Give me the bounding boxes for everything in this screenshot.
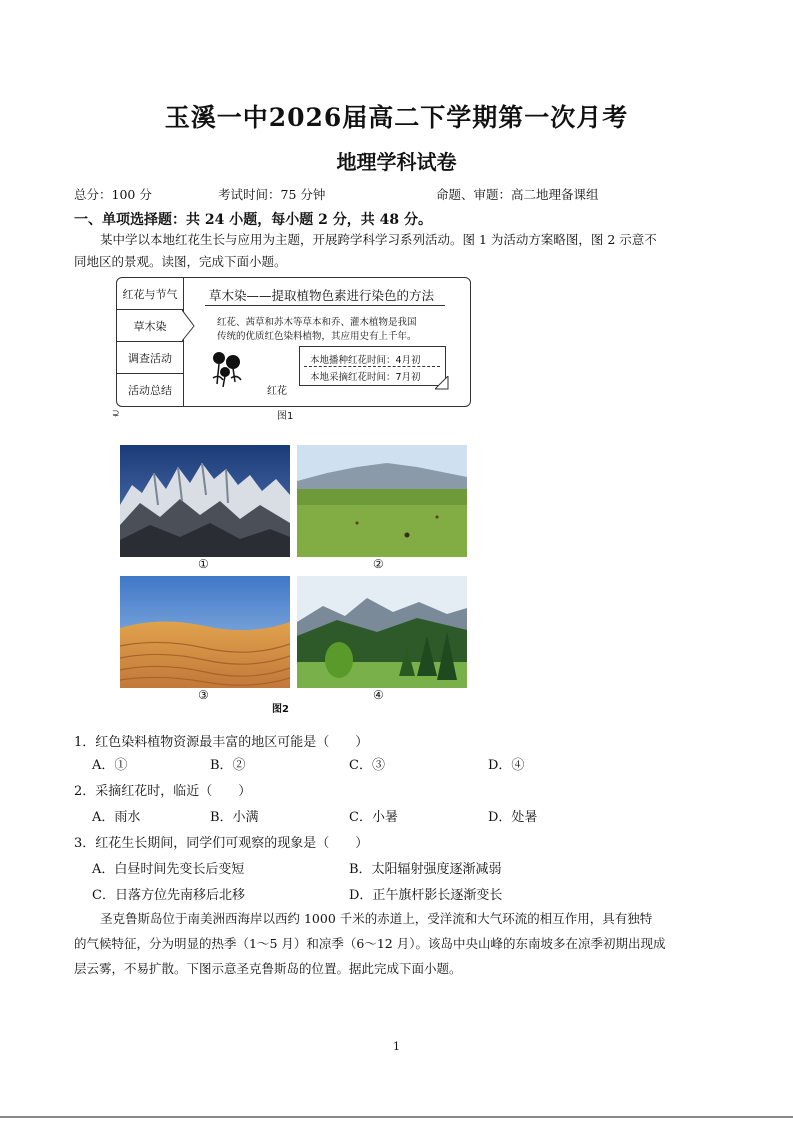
planting-note — [299, 346, 446, 386]
q1-option-b[interactable]: B．② — [210, 758, 246, 773]
photo-label-2: ② — [373, 557, 384, 571]
sowing-time: 本地播种红花时间：4月初 — [310, 355, 421, 366]
photo-forest-mountains — [297, 576, 467, 688]
q3-option-b[interactable]: B．太阳辐射强度逐渐减弱 — [349, 862, 502, 877]
q3-option-c[interactable]: C．日落方位先南移后北移 — [92, 888, 245, 903]
photo-desert — [120, 576, 290, 688]
intro-line-2: 同地区的景观。读图，完成下面小题。 — [74, 254, 287, 269]
q2-option-a[interactable]: A．雨水 — [92, 810, 141, 825]
passage-2-line-2: 的气候特征，分为明显的热季（1～5 月）和凉季（6～12 月）。该岛中央山峰的东南坡多在凉季初期出现成 — [74, 936, 666, 951]
exam-subtitle: 地理学科试卷 — [336, 150, 457, 174]
note-divider — [304, 356, 440, 367]
tab-plant-dyeing: 草木染 — [117, 310, 183, 342]
safflower-icon — [207, 348, 249, 388]
heading-underline — [205, 305, 445, 306]
q1-option-d[interactable]: D．④ — [488, 758, 525, 773]
figure-1-heading: 草木染——提取植物色素进行染色的方法 — [209, 288, 435, 303]
figure-1-text: 红花、茜草和苏木等草本和乔、灌木植物是我国 传统的优质红色染料植物，其应用史有上千年。 — [217, 317, 417, 342]
question-1-stem: 1．红色染料植物资源最丰富的地区可能是（ ） — [74, 735, 369, 750]
photo-label-3: ③ — [198, 688, 209, 702]
q1-option-a[interactable]: A．① — [92, 758, 128, 773]
folded-corner-icon — [435, 376, 449, 390]
photo-label-4: ④ — [373, 688, 384, 702]
figure-2-caption: 图2 — [272, 704, 289, 715]
q2-option-c[interactable]: C．小暑 — [349, 810, 398, 825]
photo-label-1: ① — [198, 557, 209, 571]
section-heading: 一、单项选择题：共 24 小题，每小题 2 分，共 48 分。 — [74, 212, 432, 228]
tab-solar-terms: 红花与节气 — [117, 278, 183, 310]
question-2-stem: 2．采摘红花时，临近（ ） — [74, 784, 252, 799]
figure-1-caption: 图1 — [277, 411, 294, 422]
q2-option-d[interactable]: D．处暑 — [488, 810, 538, 825]
q3-option-d[interactable]: D．正午旗杆影长逐渐变长 — [349, 888, 503, 903]
stray-mark-icon: ⊋ — [112, 409, 120, 419]
active-tab-pointer — [182, 310, 196, 342]
passage-2-line-3: 层云雾，不易扩散。下图示意圣克鲁斯岛的位置。据此完成下面小题。 — [74, 961, 462, 976]
passage-2-line-1: 圣克鲁斯岛位于南美洲西海岸以西约 1000 千米的赤道上，受洋流和大气环流的相互作用，具有独特 — [100, 911, 653, 926]
figure-1-activity-plan — [116, 277, 471, 407]
photo-snow-mountains — [120, 445, 290, 557]
question-3-stem: 3．红花生长期间，同学们可观察的现象是（ ） — [74, 836, 369, 851]
q1-option-c[interactable]: C．③ — [349, 758, 385, 773]
exam-authors: 命题、审题：高二地理备课组 — [436, 187, 599, 202]
page-bottom-edge — [0, 1116, 793, 1118]
page-number: 1 — [393, 1040, 400, 1053]
plant-label: 红花 — [267, 386, 287, 397]
picking-time: 本地采摘红花时间：7月初 — [310, 372, 421, 383]
tab-survey: 调查活动 — [117, 342, 183, 374]
total-score: 总分：100 分 — [74, 187, 152, 202]
photo-grassland — [297, 445, 467, 557]
tab-summary: 活动总结 — [128, 383, 172, 397]
exam-title: 玉溪一中2026届高二下学期第一次月考 — [164, 103, 629, 132]
activity-tabs — [117, 278, 184, 406]
intro-line-1: 某中学以本地红花生长与应用为主题，开展跨学科学习系列活动。图 1 为活动方案略图，图 2 示意不 — [100, 232, 657, 247]
exam-time: 考试时间：75 分钟 — [218, 187, 326, 202]
q2-option-b[interactable]: B．小满 — [210, 810, 259, 825]
q3-option-a[interactable]: A．白昼时间先变长后变短 — [92, 862, 245, 877]
